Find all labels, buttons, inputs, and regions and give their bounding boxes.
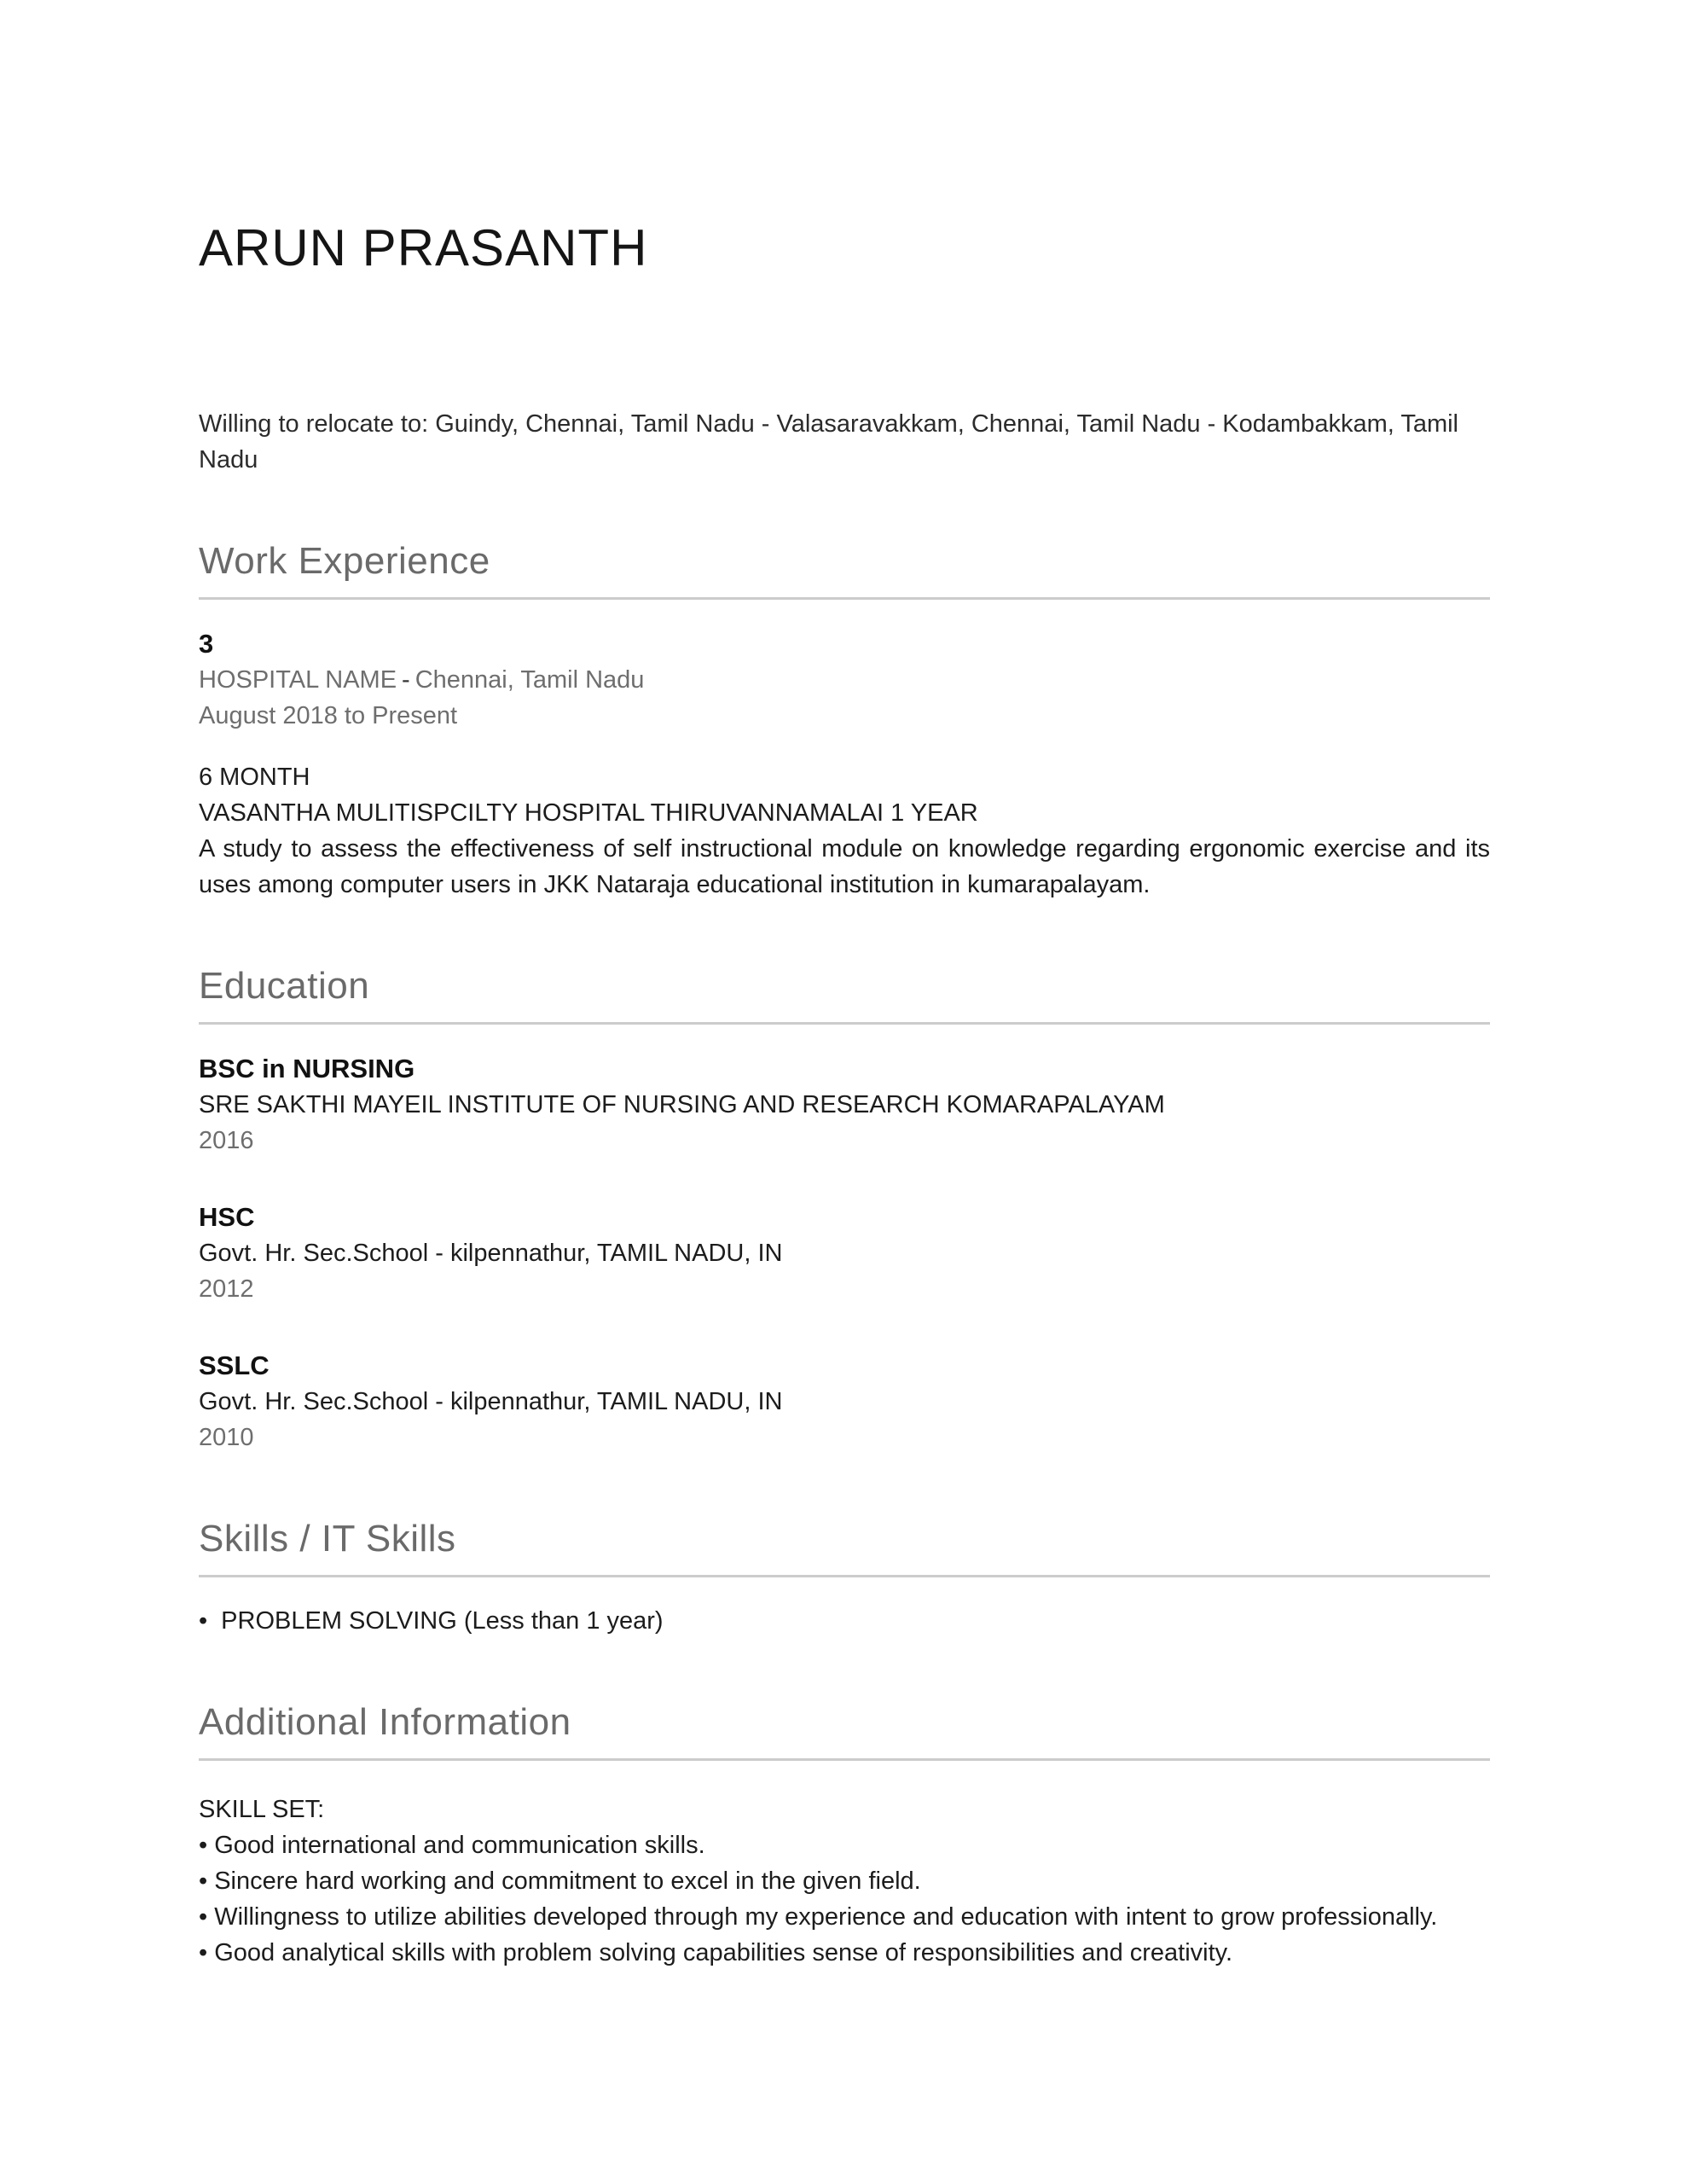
section-divider — [199, 597, 1490, 600]
job-title: 3 — [199, 629, 214, 659]
job-dates: August 2018 to Present — [199, 702, 458, 729]
additional-information-heading: Additional Information — [199, 1701, 571, 1743]
section-divider — [199, 1758, 1490, 1761]
education-degree: HSC — [199, 1202, 255, 1232]
job-description: A study to assess the effectiveness of self instructional module on knowledge regarding ergonomic exercise and its uses among computer users in JKK Nataraja educational institution in kumarapalayam. — [199, 835, 1490, 898]
skills-heading: Skills / IT Skills — [199, 1518, 456, 1560]
section-additional-information — [199, 1699, 1490, 1971]
education-school: Govt. Hr. Sec.School - kilpennathur, TAMIL NADU, IN — [199, 1388, 783, 1415]
job-company: HOSPITAL NAME — [199, 666, 397, 694]
job-detail-line: 6 MONTH — [199, 764, 310, 791]
additional-bullet: • Good international and communication skills. — [199, 1832, 705, 1859]
education-item — [199, 1051, 1490, 1159]
job-description-block — [199, 759, 1490, 903]
section-divider — [199, 1575, 1490, 1577]
job-company-location — [199, 662, 1490, 698]
section-divider — [199, 1022, 1490, 1025]
work-experience-heading: Work Experience — [199, 540, 490, 582]
skill-item — [199, 1603, 1490, 1639]
relocation-line: Willing to relocate to: Guindy, Chennai, Tamil Nadu - Valasaravakkam, Chennai, Tamil Nadu - Kodambakkam, Tamil Nadu — [199, 410, 1458, 473]
section-skills — [199, 1515, 1490, 1639]
additional-information-block — [199, 1792, 1490, 1971]
additional-bullet: • Sincere hard working and commitment to excel in the given field. — [199, 1867, 921, 1895]
education-item — [199, 1348, 1490, 1455]
candidate-name: ARUN PRASANTH — [199, 219, 648, 276]
education-item — [199, 1199, 1490, 1307]
education-heading: Education — [199, 965, 370, 1007]
education-year: 2010 — [199, 1424, 254, 1451]
skill-set-label: SKILL SET: — [199, 1796, 325, 1823]
education-school: SRE SAKTHI MAYEIL INSTITUTE OF NURSING AND RESEARCH KOMARAPALAYAM — [199, 1091, 1165, 1118]
additional-bullet: • Good analytical skills with problem solving capabilities sense of responsibilities and creativity. — [199, 1939, 1233, 1966]
skill-item-label: PROBLEM SOLVING (Less than 1 year) — [221, 1607, 664, 1635]
company-location-separator: - — [402, 666, 410, 694]
bullet-glyph: • — [199, 1607, 208, 1635]
education-year: 2016 — [199, 1127, 254, 1154]
section-work-experience — [199, 537, 1490, 903]
education-degree: BSC in NURSING — [199, 1054, 415, 1083]
education-degree: SSLC — [199, 1350, 270, 1380]
additional-bullet: • Willingness to utilize abilities developed through my experience and education with intent to grow professionally. — [199, 1903, 1438, 1931]
education-school: Govt. Hr. Sec.School - kilpennathur, TAMIL NADU, IN — [199, 1240, 783, 1267]
job-location: Chennai, Tamil Nadu — [415, 666, 645, 694]
job-detail-line: VASANTHA MULITISPCILTY HOSPITAL THIRUVANNAMALAI 1 YEAR — [199, 799, 978, 827]
education-year: 2012 — [199, 1275, 254, 1303]
section-education — [199, 962, 1490, 1455]
